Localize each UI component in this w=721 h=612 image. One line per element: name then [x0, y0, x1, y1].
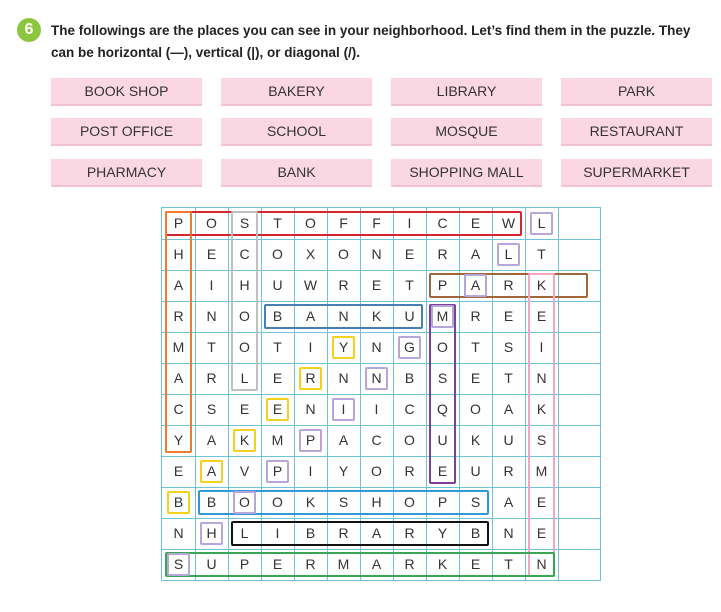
- grid-letter: A: [371, 525, 382, 541]
- grid-letter: E: [536, 308, 547, 324]
- grid-letter: T: [405, 277, 414, 293]
- found-word-outline: [429, 273, 588, 298]
- grid-letter: F: [339, 215, 348, 231]
- grid-letter: K: [371, 308, 382, 324]
- grid-letter: O: [437, 339, 448, 355]
- grid-letter: E: [371, 277, 382, 293]
- grid-letter: K: [536, 277, 547, 293]
- instruction-text: The followings are the places you can see in your neighborhood. Let’s find them in the puzzle. They can be horizontal (—), vertical (|), or diagonal (/).: [51, 23, 691, 60]
- grid-letter: K: [239, 432, 250, 448]
- grid-letter: Y: [338, 463, 349, 479]
- grid-letter: B: [470, 525, 481, 541]
- grid-letter: S: [437, 370, 448, 386]
- grid-letter: P: [239, 556, 250, 572]
- exercise-number-badge: 6: [17, 18, 41, 42]
- found-letter-outline: [464, 274, 487, 297]
- grid-letter: U: [470, 463, 481, 479]
- grid-letter: T: [273, 215, 282, 231]
- grid-letter: E: [272, 556, 283, 572]
- grid-letter: A: [206, 463, 217, 479]
- grid-line: [162, 239, 600, 240]
- grid-letter: R: [338, 525, 349, 541]
- grid-letter: O: [305, 215, 316, 231]
- grid-letter: U: [404, 308, 415, 324]
- word-bank-item: SHOPPING MALL: [391, 159, 542, 187]
- word-bank-item: RESTAURANT: [561, 118, 712, 146]
- grid-letter: N: [305, 401, 316, 417]
- grid-letter: O: [404, 494, 415, 510]
- grid-letter: R: [404, 556, 415, 572]
- grid-letter: C: [239, 246, 250, 262]
- grid-letter: A: [206, 432, 217, 448]
- grid-letter: O: [371, 463, 382, 479]
- grid-letter: Y: [338, 339, 349, 355]
- grid-letter: B: [305, 525, 316, 541]
- grid-letter: I: [539, 339, 544, 355]
- grid-letter: O: [404, 432, 415, 448]
- grid-letter: B: [206, 494, 217, 510]
- found-letter-outline: [167, 553, 190, 576]
- grid-letter: B: [272, 308, 283, 324]
- grid-letter: O: [239, 494, 250, 510]
- grid-letter: P: [437, 277, 448, 293]
- grid-letter: V: [239, 463, 250, 479]
- grid-letter: R: [305, 370, 316, 386]
- grid-letter: R: [173, 308, 184, 324]
- grid-letter: L: [504, 246, 513, 262]
- grid-letter: R: [503, 463, 514, 479]
- found-letter-outline: [530, 212, 553, 235]
- grid-letter: R: [206, 370, 217, 386]
- grid-letter: W: [501, 215, 516, 231]
- grid-letter: N: [536, 370, 547, 386]
- grid-letter: E: [404, 246, 415, 262]
- found-letter-outline: [497, 243, 520, 266]
- grid-letter: P: [272, 463, 283, 479]
- grid-letter: S: [239, 215, 250, 231]
- grid-letter: X: [305, 246, 316, 262]
- grid-letter: Y: [173, 432, 184, 448]
- grid-letter: T: [504, 556, 513, 572]
- grid-letter: A: [338, 432, 349, 448]
- found-letter-outline: [266, 398, 289, 421]
- found-letter-outline: [200, 522, 223, 545]
- grid-letter: R: [470, 308, 481, 324]
- grid-letter: E: [272, 401, 283, 417]
- found-letter-outline: [365, 367, 388, 390]
- grid-letter: P: [173, 215, 184, 231]
- grid-letter: T: [471, 339, 480, 355]
- grid-letter: L: [240, 525, 249, 541]
- grid-letter: E: [536, 525, 547, 541]
- grid-letter: A: [173, 277, 184, 293]
- grid-letter: S: [173, 556, 184, 572]
- grid-letter: C: [404, 401, 415, 417]
- grid-letter: I: [341, 401, 346, 417]
- grid-letter: C: [437, 215, 448, 231]
- word-bank-item: PARK: [561, 78, 712, 106]
- grid-letter: E: [272, 370, 283, 386]
- grid-letter: G: [404, 339, 415, 355]
- grid-letter: B: [404, 370, 415, 386]
- grid-letter: S: [503, 339, 514, 355]
- grid-letter: I: [308, 339, 313, 355]
- grid-letter: O: [206, 215, 217, 231]
- grid-letter: E: [536, 494, 547, 510]
- grid-letter: I: [374, 401, 379, 417]
- grid-letter: O: [470, 401, 481, 417]
- word-bank-item: SCHOOL: [221, 118, 372, 146]
- grid-letter: B: [173, 494, 184, 510]
- grid-letter: A: [173, 370, 184, 386]
- grid-letter: N: [371, 370, 382, 386]
- grid-letter: A: [470, 246, 481, 262]
- grid-letter: N: [536, 556, 547, 572]
- found-word-outline: [528, 273, 555, 577]
- grid-letter: R: [404, 463, 415, 479]
- grid-letter: R: [338, 277, 349, 293]
- grid-letter: E: [206, 246, 217, 262]
- grid-letter: C: [173, 401, 184, 417]
- word-bank-item: SUPERMARKET: [561, 159, 712, 187]
- grid-letter: I: [308, 463, 313, 479]
- grid-letter: K: [305, 494, 316, 510]
- grid-letter: U: [437, 432, 448, 448]
- grid-letter: O: [338, 246, 349, 262]
- grid-letter: A: [371, 556, 382, 572]
- word-bank-item: BOOK SHOP: [51, 78, 202, 106]
- grid-letter: U: [503, 432, 514, 448]
- grid-line: [162, 270, 600, 271]
- grid-letter: O: [239, 308, 250, 324]
- grid-letter: T: [273, 339, 282, 355]
- grid-letter: T: [504, 370, 513, 386]
- grid-letter: I: [275, 525, 280, 541]
- found-letter-outline: [332, 398, 355, 421]
- grid-letter: E: [173, 463, 184, 479]
- found-letter-outline: [200, 460, 223, 483]
- found-letter-outline: [233, 429, 256, 452]
- grid-letter: L: [537, 215, 546, 231]
- grid-letter: L: [240, 370, 249, 386]
- grid-letter: E: [503, 308, 514, 324]
- found-letter-outline: [266, 460, 289, 483]
- grid-letter: N: [503, 525, 514, 541]
- grid-letter: R: [503, 277, 514, 293]
- word-bank-item: POST OFFICE: [51, 118, 202, 146]
- grid-letter: N: [206, 308, 217, 324]
- grid-letter: N: [173, 525, 184, 541]
- found-word-outline: [264, 304, 423, 329]
- found-word-outline: [231, 211, 258, 391]
- grid-letter: N: [371, 246, 382, 262]
- grid-letter: R: [404, 525, 415, 541]
- word-bank-item: MOSQUE: [391, 118, 542, 146]
- found-letter-outline: [431, 305, 454, 328]
- grid-letter: P: [437, 494, 448, 510]
- grid-letter: H: [239, 277, 250, 293]
- grid-letter: S: [206, 401, 217, 417]
- grid-letter: A: [503, 494, 514, 510]
- found-word-outline: [429, 304, 456, 484]
- grid-letter: I: [407, 215, 412, 231]
- found-word-outline: [165, 552, 555, 577]
- grid-letter: I: [209, 277, 214, 293]
- found-word-outline: [231, 521, 489, 546]
- grid-letter: O: [272, 246, 283, 262]
- grid-letter: M: [271, 432, 284, 448]
- found-letter-outline: [332, 336, 355, 359]
- grid-letter: E: [470, 556, 481, 572]
- found-word-outline: [165, 211, 192, 453]
- grid-letter: O: [239, 339, 250, 355]
- grid-letter: O: [272, 494, 283, 510]
- grid-letter: A: [305, 308, 316, 324]
- grid-letter: Y: [437, 525, 448, 541]
- found-letter-outline: [299, 367, 322, 390]
- grid-letter: K: [437, 556, 448, 572]
- found-letter-outline: [233, 491, 256, 514]
- grid-letter: A: [470, 277, 481, 293]
- word-search-grid: [161, 207, 601, 581]
- grid-letter: M: [172, 339, 185, 355]
- grid-letter: U: [206, 556, 217, 572]
- grid-letter: K: [536, 401, 547, 417]
- grid-letter: R: [437, 246, 448, 262]
- word-bank-item: BAKERY: [221, 78, 372, 106]
- grid-letter: H: [371, 494, 382, 510]
- grid-letter: C: [371, 432, 382, 448]
- grid-letter: S: [338, 494, 349, 510]
- grid-letter: M: [436, 308, 449, 324]
- word-bank-item: PHARMACY: [51, 159, 202, 187]
- grid-letter: T: [537, 246, 546, 262]
- grid-letter: K: [470, 432, 481, 448]
- grid-letter: P: [305, 432, 316, 448]
- grid-letter: Q: [437, 401, 448, 417]
- grid-letter: H: [206, 525, 217, 541]
- grid-letter: N: [371, 339, 382, 355]
- grid-letter: E: [239, 401, 250, 417]
- grid-letter: N: [338, 308, 349, 324]
- found-word-outline: [165, 211, 522, 236]
- grid-letter: R: [305, 556, 316, 572]
- grid-letter: F: [372, 215, 381, 231]
- found-letter-outline: [167, 491, 190, 514]
- grid-letter: M: [337, 556, 350, 572]
- grid-letter: H: [173, 246, 184, 262]
- grid-letter: E: [470, 215, 481, 231]
- grid-letter: N: [338, 370, 349, 386]
- grid-letter: T: [207, 339, 216, 355]
- found-letter-outline: [398, 336, 421, 359]
- found-letter-outline: [299, 429, 322, 452]
- word-bank-item: LIBRARY: [391, 78, 542, 106]
- word-bank-item: BANK: [221, 159, 372, 187]
- grid-letter: E: [470, 370, 481, 386]
- grid-letter: M: [535, 463, 548, 479]
- grid-letter: E: [437, 463, 448, 479]
- grid-letter: S: [470, 494, 481, 510]
- grid-letter: S: [536, 432, 547, 448]
- grid-letter: U: [272, 277, 283, 293]
- grid-letter: W: [303, 277, 318, 293]
- grid-letter: A: [503, 401, 514, 417]
